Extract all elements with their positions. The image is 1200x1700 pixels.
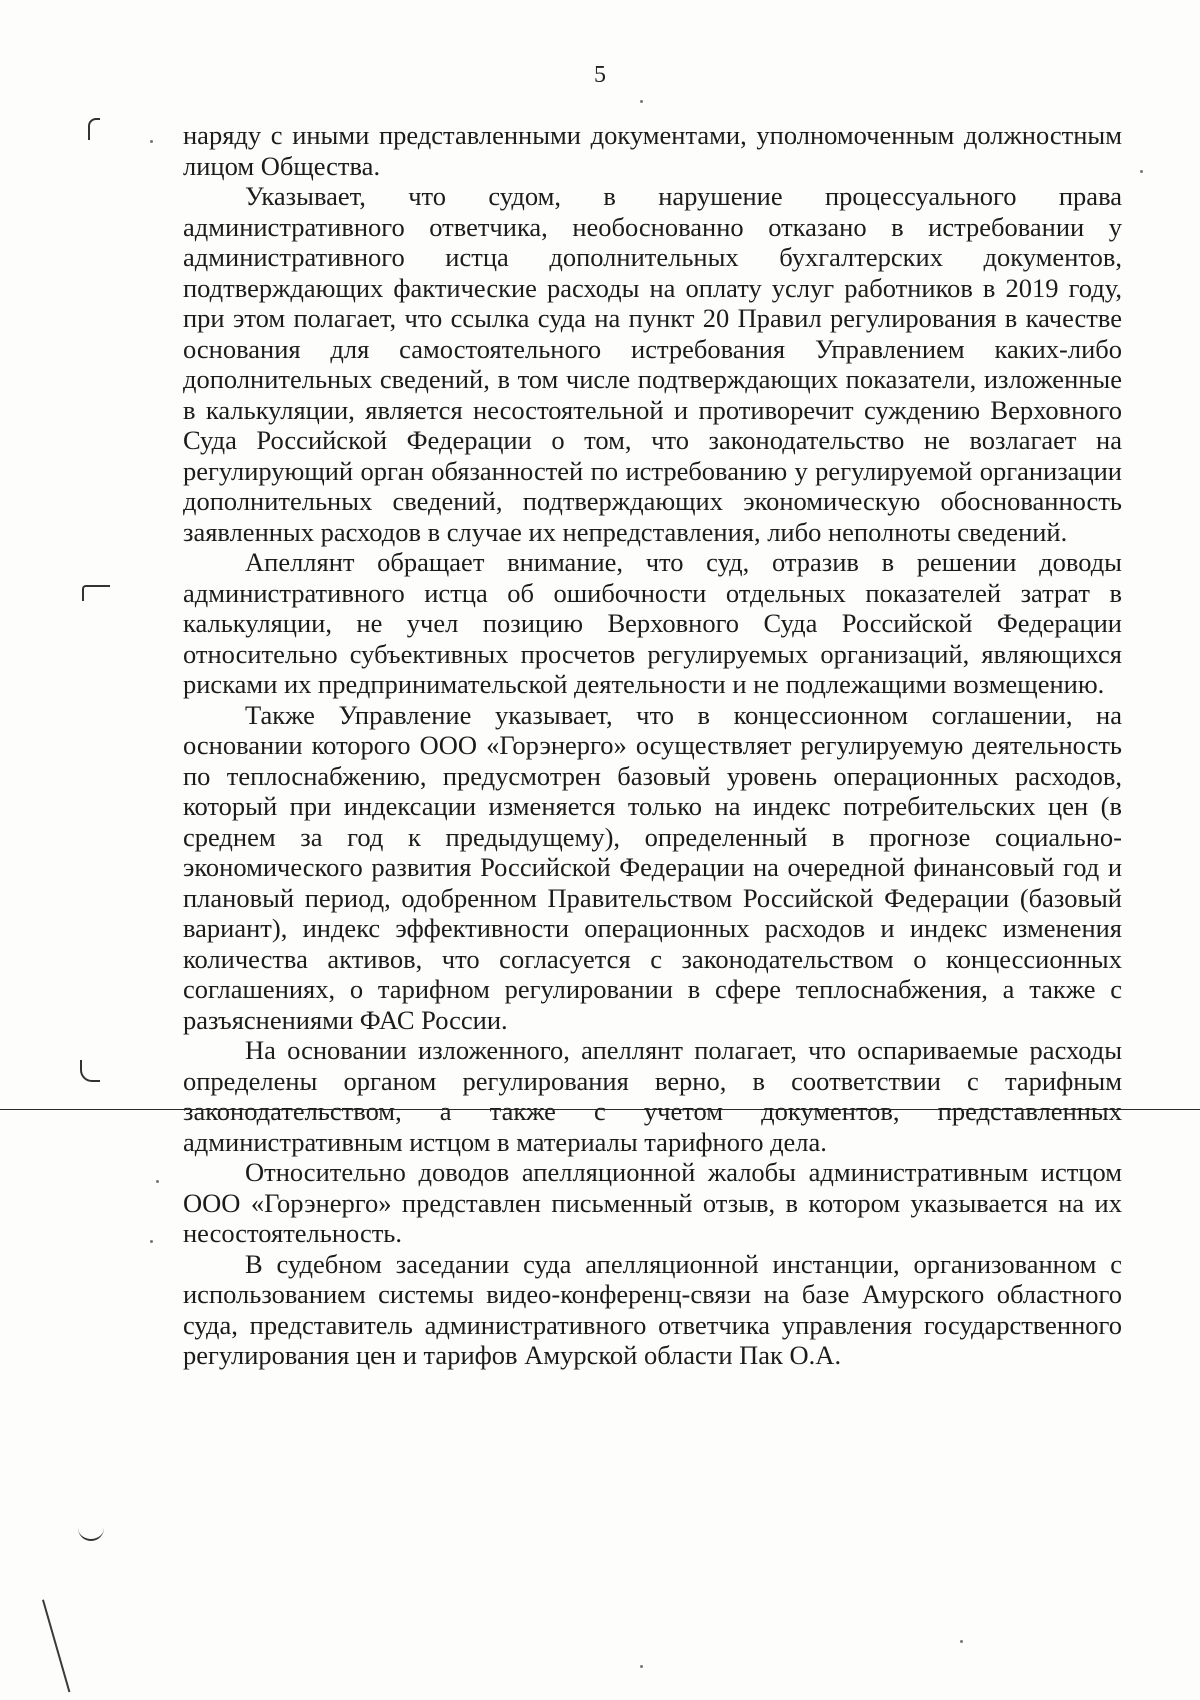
scan-speck xyxy=(640,1665,643,1668)
scan-speck xyxy=(960,1640,963,1643)
paragraph-5: На основании изложенного, апеллянт полагает, что оспариваемые расходы определены органом регулирования верно, в соответствии с тарифным законодательством, а также с учетом документов, представленных административным истцом в материалы тарифного дела. xyxy=(183,1035,1122,1157)
paragraph-3: Апеллянт обращает внимание, что суд, отразив в решении доводы административного истца об ошибочности отдельных показателей затрат в калькуляции, не учел позицию Верховного Суда Российской Федерации относительно субъективных просчетов регулируемых организаций, являющихся рисками их предпринимательской деятельности и не подлежащими возмещению. xyxy=(183,547,1122,699)
pen-stroke-artifact xyxy=(42,1599,70,1692)
binder-hole-mark xyxy=(80,1060,100,1082)
paragraph-1: наряду с иными представленными документами, уполномоченным должностным лицом Общества. xyxy=(183,120,1122,181)
scan-speck xyxy=(156,1180,159,1183)
binder-hole-mark xyxy=(82,585,110,601)
paragraph-6: Относительно доводов апелляционной жалобы административным истцом ООО «Горэнерго» представлен письменный отзыв, в котором указывается на их несостоятельность. xyxy=(183,1157,1122,1248)
page-number: 5 xyxy=(594,62,606,88)
paragraph-7: В судебном заседании суда апелляционной инстанции, организованном с использованием системы видео-конференц-связи на базе Амурского областного суда, представитель административного ответчика управления государственного регулирования цен и тарифов Амурской области Пак О.А. xyxy=(183,1248,1122,1370)
scan-line-artifact xyxy=(0,1109,1200,1110)
binder-hole-mark xyxy=(78,1525,104,1541)
scan-speck xyxy=(150,140,153,143)
scan-speck xyxy=(640,100,643,103)
document-body xyxy=(183,120,1122,1371)
binder-hole-mark xyxy=(88,118,100,140)
scan-speck xyxy=(150,1240,153,1243)
scan-speck xyxy=(1140,170,1143,173)
paragraph-2: Указывает, что судом, в нарушение процессуального права административного ответчика, необоснованно отказано в истребовании у административного истца дополнительных бухгалтерских документов, подтверждающих фактические расходы на оплату услуг работников в 2019 году, при этом полагает, что ссылка суда на пункт 20 Правил регулирования в качестве основания для самостоятельного истребования Управлением каких-либо дополнительных сведений, в том числе подтверждающих показатели, изложенные в калькуляции, является несостоятельной и противоречит суждению Верховного Суда Российской Федерации о том, что законодательство не возлагает на регулирующий орган обязанностей по истребованию у регулируемой организации дополнительных сведений, подтверждающих экономическую обоснованность заявленных расходов в случае их непредставления, либо неполноты сведений. xyxy=(183,181,1122,547)
paragraph-4: Также Управление указывает, что в концессионном соглашении, на основании которого ООО «Горэнерго» осуществляет регулируемую деятельность по теплоснабжению, предусмотрен базовый уровень операционных расходов, который при индексации изменяется только на индекс потребительских цен (в среднем за год к предыдущему), определенный в прогнозе социально-экономического развития Российской Федерации на очередной финансовый год и плановый период, одобренном Правительством Российской Федерации (базовый вариант), индекс эффективности операционных расходов и индекс изменения количества активов, что согласуется с законодательством о концессионных соглашениях, о тарифном регулировании в сфере теплоснабжения, а также с разъяснениями ФАС России. xyxy=(183,699,1122,1035)
